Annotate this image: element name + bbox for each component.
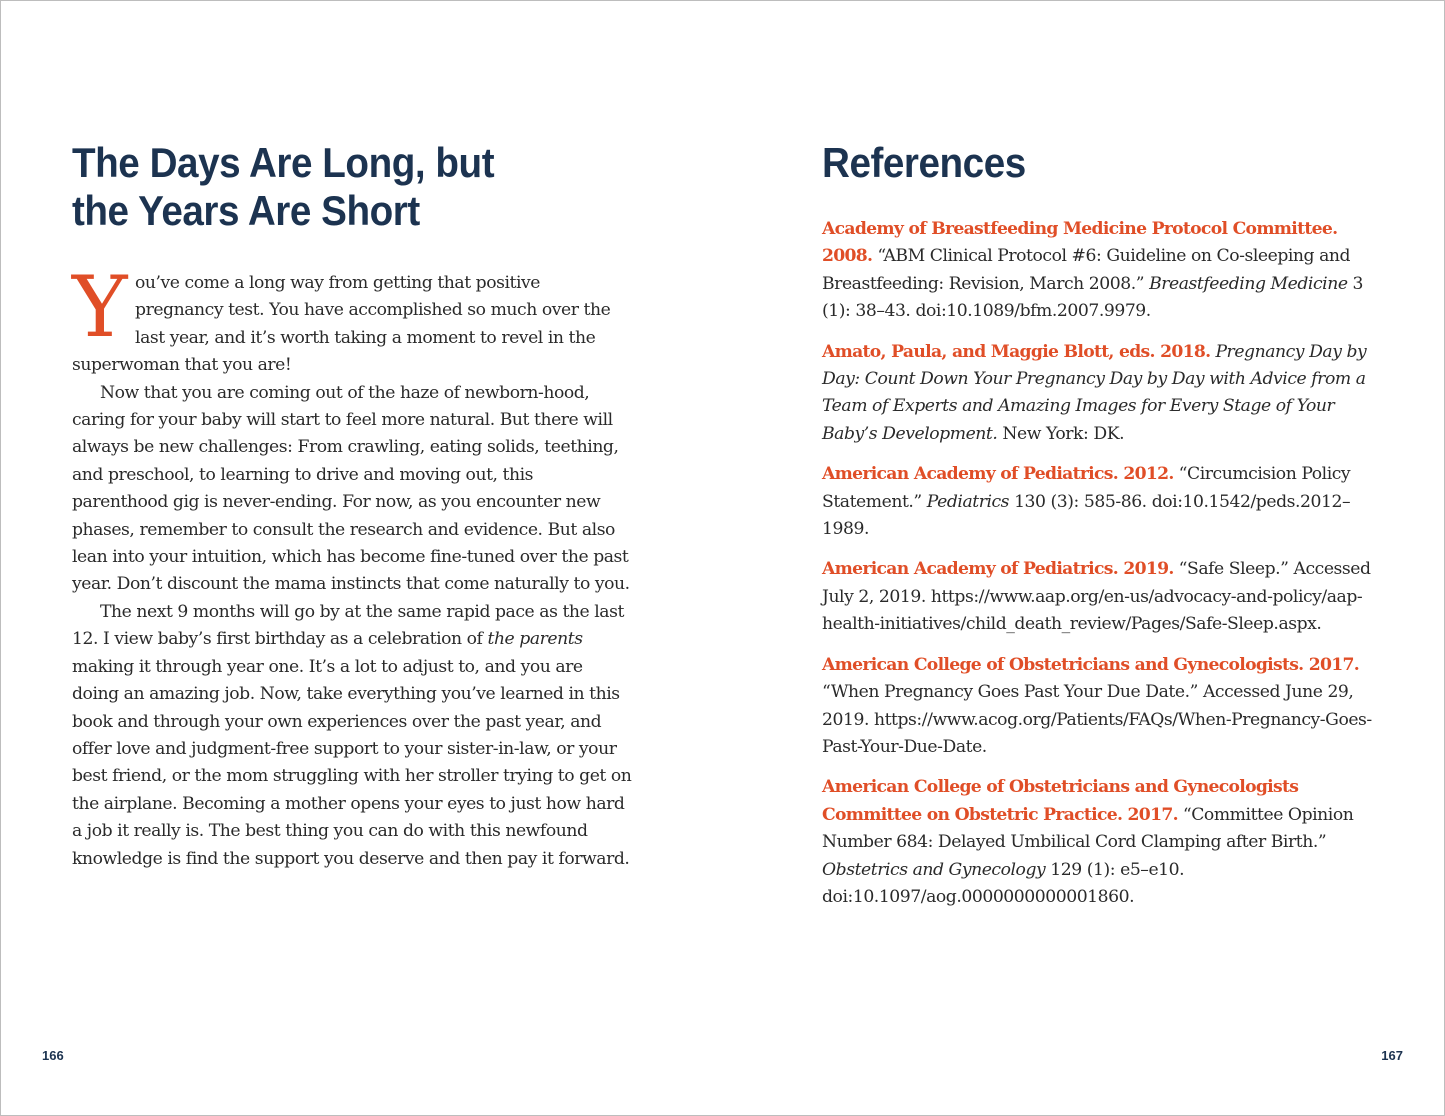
reference-text: “Committee Opinion Number 684: Delayed Umbilical Cord Clamping after Birth.”: [822, 804, 1354, 853]
reference-italic: Obstetrics and Gynecology: [822, 859, 1046, 880]
paragraph-1-text: ou’ve come a long way from getting that positive pregnancy test. You have accomplished so much over the last year, and it’s worth taking a moment to revel in the superwoman that you are!: [72, 273, 611, 376]
reference-entry: [822, 774, 1382, 911]
reference-author: American College of Obstetricians and Gynecologists Committee on Obstetric Practice. 2017.: [822, 777, 1299, 825]
reference-entry: [822, 652, 1382, 762]
paragraph-2: Now that you are coming out of the haze of newborn-hood, caring for your baby will start to feel more natural. But there will always be new challenges: From crawling, eating solids, teething, and preschool, to learning to drive and moving out, this parenthood gig is never-ending. For now, as you encounter new phases, remember to consult the research and evidence. But also lean into your intuition, which has become fine-tuned over the past year. Don’t discount the mama instincts that come naturally to you.: [72, 382, 630, 595]
paragraph-3: [72, 599, 632, 873]
paragraph-3-after: making it through year one. It’s a lot to adjust to, and you are doing an amazing job. Now, take everything you’ve learned in this book and through your own experiences over the past year, and offer love and judgment-free support to your sister-in-law, or your best friend, or the mom struggling with her stroller trying to get on the airplane. Becoming a mother opens your eyes to just how hard a job it really is. The best thing you can do with this newfound knowledge is find the support you deserve and then pay it forward.: [72, 656, 632, 869]
reference-author: Academy of Breastfeeding Medicine Protocol Committee. 2008.: [822, 219, 1338, 267]
reference-text: “Circumcision Policy Statement.”: [822, 464, 1351, 512]
reference-italic: Pregnancy Day by Day: Count Down Your Pregnancy Day by Day with Advice from a Team of Experts and Amazing Images for Every Stage of Your Baby’s Development.: [822, 341, 1367, 444]
drop-cap: Y: [72, 258, 128, 356]
reference-text-end: 3 (1): 38–43. doi:10.1089/bfm.2007.9979.: [822, 273, 1364, 322]
reference-author: American Academy of Pediatrics. 2012.: [822, 464, 1174, 485]
left-page-body: [72, 258, 632, 873]
reference-entry: [822, 216, 1382, 326]
title-line-1: The Days Are Long, but: [72, 139, 495, 186]
title-line-2: the Years Are Short: [72, 187, 420, 234]
reference-entry: [822, 339, 1382, 449]
reference-text-end: 130 (3): 585-86. doi:10.1542/peds.2012–1989.: [822, 491, 1351, 540]
paragraph-3-before: The next 9 months will go by at the same rapid pace as the last 12. I view baby’s first birthday as a celebration of: [72, 601, 624, 650]
reference-text: “ABM Clinical Protocol #6: Guideline on Co-sleeping and Breastfeeding: Revision, March 2008.”: [822, 246, 1351, 294]
reference-entry: [822, 461, 1382, 543]
reference-text-end: New York: DK.: [997, 423, 1125, 444]
reference-author: American College of Obstetricians and Gynecologists. 2017.: [822, 654, 1360, 675]
page-number-right: 167: [1381, 1048, 1403, 1063]
reference-text: “Safe Sleep.” Accessed July 2, 2019. https://www.aap.org/en-us/advocacy-and-policy/aap-health-initiatives/child_death_review/Pages/Safe-Sleep.aspx.: [822, 559, 1371, 635]
reference-author: American Academy of Pediatrics. 2019.: [822, 559, 1174, 580]
paragraph-1: [72, 258, 632, 380]
page-number-left: 166: [42, 1048, 64, 1063]
reference-text: “When Pregnancy Goes Past Your Due Date.” Accessed June 29, 2019. https://www.acog.org/Patients/FAQs/When-Pregnancy-Goes-Past-Your-Due-Date.: [822, 682, 1372, 757]
references-title: References: [822, 139, 1026, 186]
reference-author: Amato, Paula, and Maggie Blott, eds. 2018.: [822, 341, 1211, 362]
reference-italic: Breastfeeding Medicine: [1149, 273, 1348, 294]
references-list: [822, 216, 1382, 924]
paragraph-3-italic: the parents: [487, 629, 583, 650]
left-page-title: [72, 139, 587, 235]
reference-entry: [822, 556, 1382, 638]
reference-text-end: 129 (1): e5–e10. doi:10.1097/aog.0000000000001860.: [822, 859, 1185, 907]
reference-italic: Pediatrics: [926, 491, 1010, 512]
